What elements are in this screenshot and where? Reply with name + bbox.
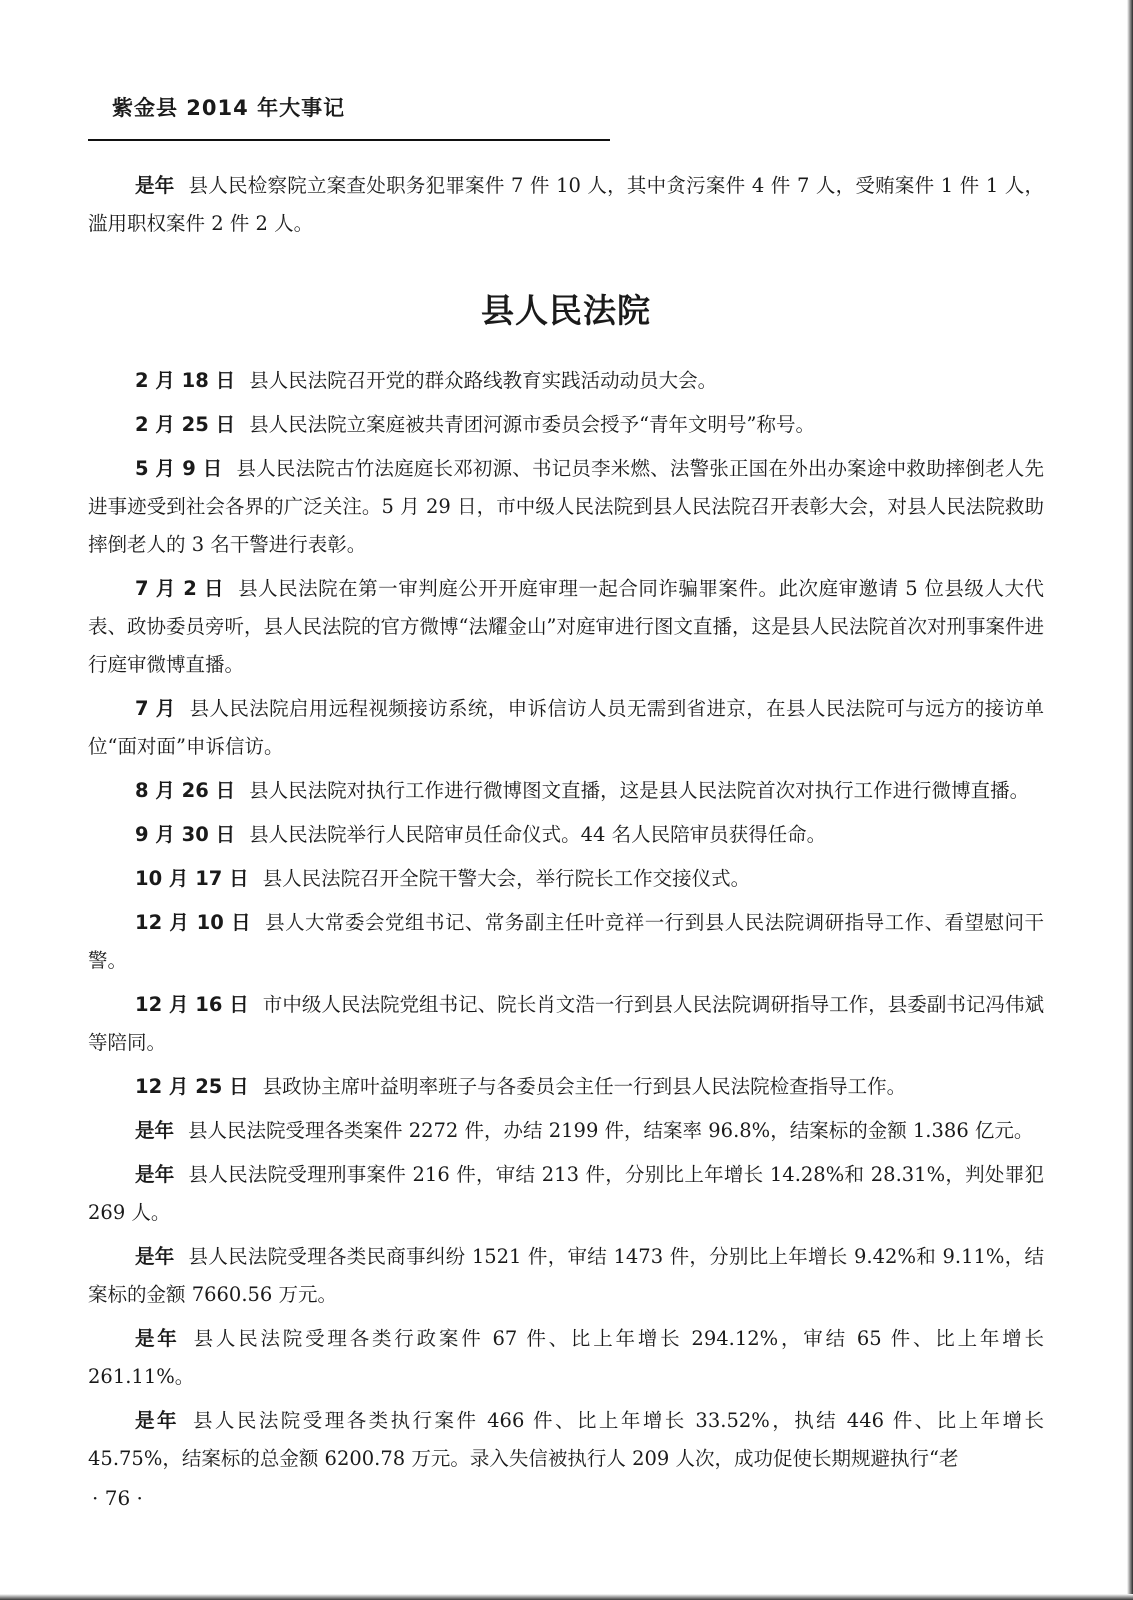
entry-date: 12 月 16 日 [135, 993, 249, 1016]
chronicle-entry [88, 1068, 1044, 1106]
entry-text: 县人民法院受理刑事案件 216 件，审结 213 件，分别比上年增长 14.28%和 28.31%，判处罪犯 269 人。 [88, 1163, 1044, 1224]
entry-text: 县人民法院受理各类案件 2272 件，办结 2199 件，结案率 96.8%，结案标的金额 1.386 亿元。 [188, 1119, 1034, 1142]
section-entries [88, 362, 1044, 1478]
chronicle-entry [88, 1238, 1044, 1314]
chronicle-entry [88, 690, 1044, 766]
entry-date: 8 月 26 日 [135, 779, 236, 802]
entry-date: 7 月 [135, 697, 176, 720]
entry-text: 县人民法院启用远程视频接访系统，申诉信访人员无需到省进京，在县人民法院可与远方的接访单位“面对面”申诉信访。 [88, 697, 1044, 758]
top-entries [88, 167, 1044, 243]
chronicle-entry [88, 1320, 1044, 1396]
chronicle-entry [88, 986, 1044, 1062]
entry-text: 县人大常委会党组书记、常务副主任叶竞祥一行到县人民法院调研指导工作、看望慰问干警。 [88, 911, 1044, 972]
entry-date: 是年 [135, 1327, 180, 1350]
chronicle-entry [88, 570, 1044, 684]
entry-text: 县人民法院受理各类行政案件 67 件、比上年增长 294.12%，审结 65 件、比上年增长 261.11%。 [88, 1327, 1044, 1388]
chronicle-entry [88, 362, 1044, 400]
section-title: 县人民法院 [481, 291, 651, 330]
entry-text: 县人民法院对执行工作进行微博图文直播，这是县人民法院首次对执行工作进行微博直播。 [249, 779, 1030, 802]
chronicle-entry [88, 406, 1044, 444]
running-header: 紫金县 2014 年大事记 [112, 96, 346, 120]
entry-date: 9 月 30 日 [135, 823, 236, 846]
chronicle-entry [88, 450, 1044, 564]
entry-text: 县人民法院在第一审判庭公开开庭审理一起合同诈骗罪案件。此次庭审邀请 5 位县级人大代表、政协委员旁听，县人民法院的官方微博“法耀金山”对庭审进行图文直播，这是县人民法院首次对刑事案件进行庭审微博直播。 [88, 577, 1044, 676]
page-number: · 76 · [92, 1486, 143, 1510]
header-rule [88, 139, 610, 141]
entry-date: 12 月 10 日 [135, 911, 252, 934]
entry-text: 县人民法院立案庭被共青团河源市委员会授予“青年文明号”称号。 [249, 413, 816, 436]
entry-text: 县人民法院召开党的群众路线教育实践活动动员大会。 [249, 369, 718, 392]
entry-text: 县人民检察院立案查处职务犯罪案件 7 件 10 人，其中贪污案件 4 件 7 人，受贿案件 1 件 1 人，滥用职权案件 2 件 2 人。 [88, 174, 1044, 235]
chronicle-entry [88, 816, 1044, 854]
entry-date: 是年 [135, 1119, 175, 1142]
entry-date: 是年 [135, 1163, 175, 1186]
entry-date: 10 月 17 日 [135, 867, 249, 890]
page-edge-shadow-bottom [0, 1594, 1133, 1600]
chronicle-entry [88, 904, 1044, 980]
chronicle-entry [88, 1156, 1044, 1232]
entry-date: 2 月 18 日 [135, 369, 236, 392]
entry-date: 7 月 2 日 [135, 577, 225, 600]
chronicle-entry [88, 1112, 1044, 1150]
entry-text: 县人民法院举行人民陪审员任命仪式。44 名人民陪审员获得任命。 [249, 823, 827, 846]
chronicle-entry [88, 860, 1044, 898]
entry-text: 市中级人民法院党组书记、院长肖文浩一行到县人民法院调研指导工作，县委副书记冯伟斌等陪同。 [88, 993, 1044, 1054]
chronicle-entry [88, 1402, 1044, 1478]
entry-text: 县人民法院受理各类执行案件 466 件、比上年增长 33.52%，执结 446 件、比上年增长 45.75%，结案标的总金额 6200.78 万元。录入失信被执行人 209 人次，成功促使长期规避执行“老 [88, 1409, 1044, 1470]
entry-text: 县人民法院受理各类民商事纠纷 1521 件，审结 1473 件，分别比上年增长 9.42%和 9.11%，结案标的金额 7660.56 万元。 [88, 1245, 1044, 1306]
entry-text: 县人民法院召开全院干警大会，举行院长工作交接仪式。 [262, 867, 751, 890]
page-body [88, 167, 1044, 1484]
entry-date: 5 月 9 日 [135, 457, 223, 480]
chronicle-entry [88, 167, 1044, 243]
entry-text: 县人民法院古竹法庭庭长邓初源、书记员李米燃、法警张正国在外出办案途中救助摔倒老人先进事迹受到社会各界的广泛关注。5 月 29 日，市中级人民法院到县人民法院召开表彰大会，对县人民法院救助摔倒老人的 3 名干警进行表彰。 [88, 457, 1044, 556]
chronicle-entry [88, 772, 1044, 810]
entry-date: 是年 [135, 1245, 175, 1268]
entry-date: 是年 [135, 174, 175, 197]
entry-text: 县政协主席叶益明率班子与各委员会主任一行到县人民法院检查指导工作。 [262, 1075, 907, 1098]
entry-date: 是年 [135, 1409, 179, 1432]
entry-date: 12 月 25 日 [135, 1075, 249, 1098]
page-edge-shadow-right [1127, 0, 1133, 1600]
entry-date: 2 月 25 日 [135, 413, 236, 436]
